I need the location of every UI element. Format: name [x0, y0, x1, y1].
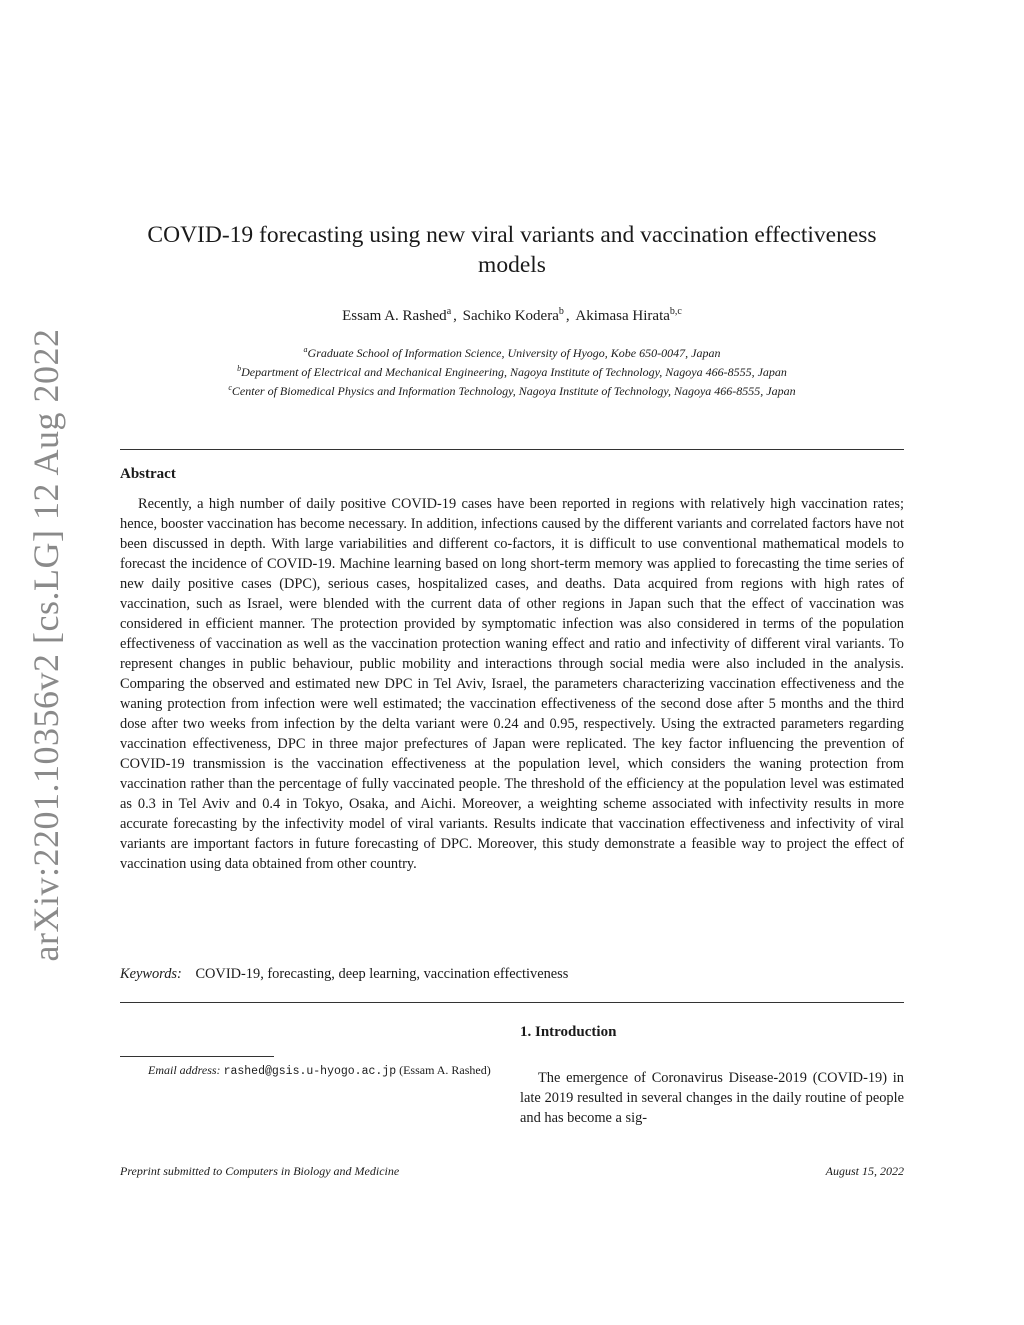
author: Sachiko Kodera$^b$: [462, 306, 564, 324]
abstract-top-rule: [120, 449, 904, 450]
email-footnote: [120, 1062, 496, 1080]
paper-title: COVID-19 forecasting using new viral variants and vaccination effectiveness models: [147, 222, 877, 278]
abstract-text: Recently, a high number of daily positive COVID-19 cases have been reported in regions with relatively high vaccination rates; hence, booster vaccination has become necessary. In addition, infections caused by the different variants and correlated factors have not been discussed in depth. With large variabilities and different co-factors, it is difficult to use conventional mathematical models to forecast the incidence of COVID-19. Machine learning based on long short-term memory was applied to forecasting the time series of new daily positive cases (DPC), serious cases, hospitalized cases, and deaths. Data acquired from regions with high rates of vaccination, such as Israel, were blended with the current data of other regions in Japan such that the effect of vaccination was considered in efficient manner. The protection provided by symptomatic infection was also considered in terms of the population effectiveness of vaccination as well as the vaccination protection waning effect and ratio and infectivity of different viral variants. To represent changes in public behaviour, public mobility and interactions through social media were also included in the analysis. Comparing the observed and estimated new DPC in Tel Aviv, Israel, the parameters characterizing vaccination effectiveness and the waning protection from infection were well estimated; the vaccination effectiveness of the second dose after 5 months and the third dose after two weeks from infection by the delta variant were 0.24 and 0.95, respectively. Using the extracted parameters regarding vaccination effectiveness, DPC in three major prefectures of Japan were replicated. The key factor influencing the prevention of COVID-19 transmission is the vaccination effectiveness at the population level, which considers the waning protection from vaccination rather than the percentage of fully vaccinated people. The threshold of the efficiency at the population level was estimated as 0.3 in Tel Aviv and 0.4 in Tokyo, Osaka, and Aichi. Moreover, a weighting scheme associated with infectivity results in more accurate forecasting by the infectivity model of viral variants. Results indicate that vaccination effectiveness and infectivity of viral variants are important factors in future forecasting of DPC. Moreover, this study demonstrate a feasible way to project the effect of vaccination using data obtained from other country.: [120, 496, 904, 872]
author-list: Essam A. Rashed$^a$ , Sachiko Kodera$^b$ , Akimasa Hirata$^{b,c}$: [342, 306, 682, 324]
email-owner: (Essam A. Rashed): [399, 1063, 491, 1077]
author: Essam A. Rashed$^a$: [342, 306, 452, 324]
footnote-rule: [120, 1056, 274, 1057]
abstract-heading: Abstract: [120, 466, 176, 482]
affiliations: [120, 342, 904, 399]
keywords-text: COVID-19, forecasting, deep learning, vaccination effectiveness: [195, 966, 569, 982]
section-heading-introduction: 1. Introduction: [520, 1024, 617, 1040]
arxiv-stamp-text: arXiv:2201.10356v2 [cs.LG] 12 Aug 2022: [26, 328, 66, 962]
abstract-bottom-rule: [120, 1002, 904, 1003]
keywords-label: Keywords:: [120, 966, 182, 982]
introduction-text: The emergence of Coronavirus Disease-2019 (COVID-19) in late 2019 resulted in several changes in the daily routine of people and has become a sig-: [520, 1070, 904, 1126]
footer-date: August 15, 2022: [825, 1164, 904, 1178]
author: Akimasa Hirata$^{b,c}$: [575, 306, 682, 324]
footer-journal: Preprint submitted to Computers in Biology and Medicine: [120, 1164, 400, 1178]
email-link[interactable]: rashed@gsis.u-hyogo.ac.jp: [223, 1065, 397, 1078]
arxiv-stamp: [0, 0, 100, 1325]
affiliation: $^b$Department of Electrical and Mechanical Engineering, Nagoya Institute of Technology, Nagoya 466-8555, Japan: [237, 364, 787, 379]
keywords: [120, 966, 904, 983]
email-label: Email address:: [148, 1063, 221, 1077]
affiliation: $^a$Graduate School of Information Science, University of Hyogo, Kobe 650-0047, Japan: [303, 345, 721, 360]
affiliation: $^c$Center of Biomedical Physics and Information Technology, Nagoya Institute of Technology, Nagoya 466-8555, Japan: [228, 383, 796, 398]
